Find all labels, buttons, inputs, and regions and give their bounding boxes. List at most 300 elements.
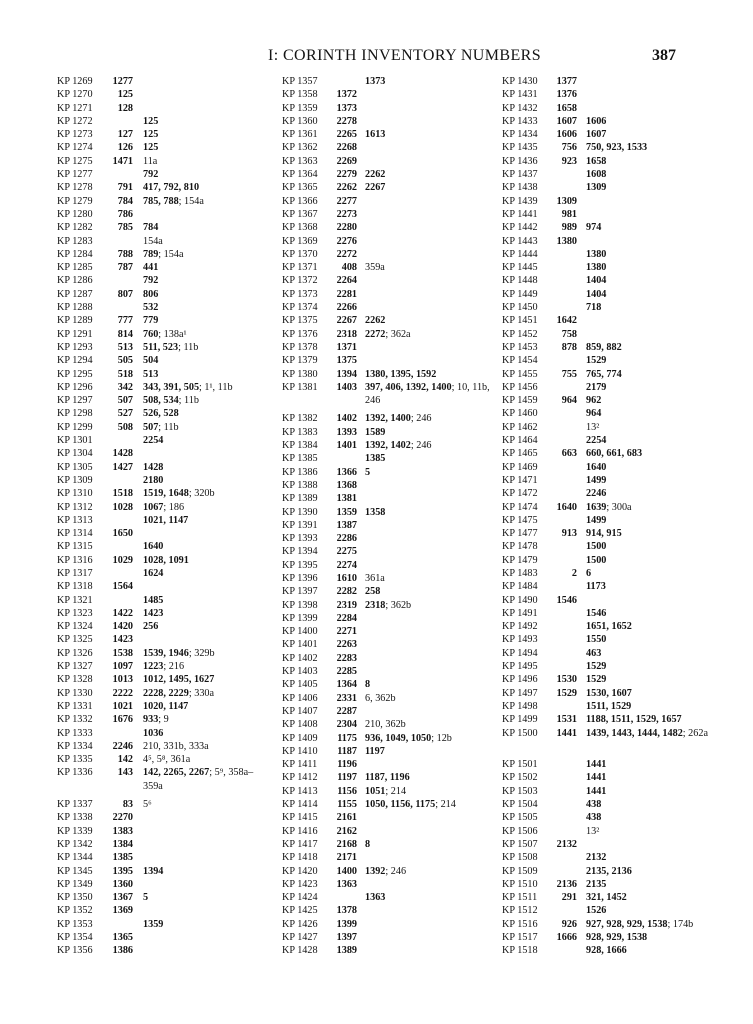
catalogue-number: 923 [561,155,577,167]
inventory-number: KP 1386 [282,466,318,478]
inventory-number: KP 1390 [282,506,318,518]
inventory-number: KP 1430 [502,76,538,87]
catalogue-number: 1196 [337,759,357,771]
index-entry [502,221,722,234]
cross-references: 507; 11b [143,421,179,433]
index-entry [282,891,497,904]
catalogue-number: 878 [561,341,577,353]
index-entry [502,904,722,917]
cross-references: 513 [143,368,159,380]
inventory-number: KP 1434 [502,129,538,141]
inventory-number: KP 1368 [282,222,318,234]
cross-references: 1392, 1400; 246 [365,413,432,425]
cross-references: 760; 138a¹ [143,328,187,340]
index-entry [502,501,722,514]
index-entry [57,328,267,341]
catalogue-number: 913 [561,528,577,540]
catalogue-number: 342 [117,381,133,393]
cross-references: 438 [586,799,602,811]
index-entry [57,727,267,740]
inventory-number: KP 1391 [282,519,318,531]
catalogue-number: 1013 [112,674,133,686]
index-entry [282,865,497,878]
index-entry [57,931,267,944]
cross-references: 1021, 1147 [143,514,189,526]
index-entry [502,798,722,811]
running-title: I: CORINTH INVENTORY NUMBERS [268,47,541,64]
inventory-number: KP 1358 [282,89,318,101]
catalogue-number: 2132 [556,838,577,850]
catalogue-number: 1402 [336,413,357,425]
inventory-number: KP 1367 [282,208,318,220]
cross-references: 750, 923, 1533 [586,142,648,154]
inventory-number: KP 1331 [57,700,93,712]
index-entry [282,341,497,354]
index-entry [57,394,267,407]
inventory-number: KP 1497 [502,687,538,699]
catalogue-number: 1376 [556,89,577,101]
catalogue-number: 1397 [336,932,357,943]
inventory-number: KP 1472 [502,488,538,500]
index-entry [282,261,497,274]
index-entry [502,487,722,500]
index-entry [502,115,722,128]
index-entry [502,88,722,101]
index-entry [57,554,267,567]
inventory-number: KP 1325 [57,634,93,646]
catalogue-number: 2277 [336,195,357,207]
inventory-number: KP 1423 [282,878,318,890]
inventory-number: KP 1372 [282,275,318,287]
inventory-number: KP 1415 [282,812,318,824]
cross-references: 210, 331b, 333a [143,740,209,752]
inventory-number: KP 1413 [282,785,318,797]
inventory-number: KP 1452 [502,328,538,340]
catalogue-number: 1029 [112,554,133,566]
index-entry [57,221,267,234]
inventory-number: KP 1313 [57,514,93,526]
index-entry [57,208,267,221]
index-entry [502,838,722,851]
cross-references: 1441 [586,759,607,771]
inventory-number: KP 1323 [57,607,93,619]
index-entry [502,141,722,154]
inventory-number: KP 1395 [282,559,318,571]
inventory-number: KP 1406 [282,692,318,704]
index-entry [282,141,497,154]
catalogue-number: 2162 [336,825,357,837]
cross-references: 1640 [143,541,164,553]
inventory-number: KP 1518 [502,945,538,957]
inventory-number: KP 1374 [282,302,318,314]
cross-references: 2272; 362a [365,328,411,340]
catalogue-number: 1367 [112,892,133,904]
inventory-number: KP 1334 [57,740,93,752]
index-entry [502,301,722,314]
index-entry [282,638,497,651]
cross-references: 1020, 1147 [143,700,189,712]
index-entry [57,811,267,824]
index-entry [502,461,722,474]
index-entry [282,102,497,115]
inventory-number: KP 1408 [282,719,318,731]
index-entry [282,155,497,168]
index-entry [502,825,722,838]
inventory-number: KP 1337 [57,799,93,811]
inventory-number: KP 1456 [502,381,538,393]
inventory-number: KP 1356 [57,945,93,957]
catalogue-number: 1156 [337,785,357,797]
inventory-number: KP 1407 [282,705,318,717]
inventory-number: KP 1299 [57,421,93,433]
catalogue-number: 1399 [336,918,357,930]
cross-references: 1529 [586,355,607,367]
index-entry [282,274,497,287]
inventory-number: KP 1294 [57,355,93,367]
index-entry [282,545,497,558]
inventory-number: KP 1509 [502,865,538,877]
index-entry [57,181,267,194]
index-entry [57,261,267,274]
catalogue-number: 1538 [112,647,133,659]
index-entry [502,195,722,208]
inventory-number: KP 1301 [57,435,93,447]
index-entry [57,527,267,540]
catalogue-number: 1393 [336,426,357,438]
cross-references: 125 [143,115,159,127]
index-entry [282,128,497,141]
index-entry [282,572,497,585]
cross-references: 343, 391, 505; 1¹, 11b [143,381,233,393]
catalogue-number: 1422 [112,607,133,619]
inventory-number: KP 1416 [282,825,318,837]
cross-references: 1624 [143,567,164,579]
inventory-number: KP 1327 [57,661,93,673]
cross-references: 438 [586,812,602,824]
index-entry [57,195,267,208]
inventory-number: KP 1342 [57,838,93,850]
inventory-number: KP 1511 [502,892,538,904]
index-entry [57,341,267,354]
inventory-number: KP 1403 [282,666,318,678]
inventory-number: KP 1414 [282,799,318,811]
cross-references: 532 [143,302,159,314]
inventory-number: KP 1357 [282,76,318,87]
cross-references: 463 [586,647,602,659]
catalogue-number: 1642 [556,315,577,327]
inventory-number: KP 1385 [282,453,318,465]
catalogue-number: 777 [117,315,133,327]
inventory-number: KP 1375 [282,315,318,327]
index-entry [282,825,497,838]
catalogue-number: 1427 [112,461,133,473]
index-entry [502,607,722,620]
index-entry [502,354,722,367]
index-entry [502,785,722,798]
catalogue-number: 2282 [336,586,357,598]
cross-references: 1380 [586,248,607,260]
cross-references: 936, 1049, 1050; 12b [365,732,452,744]
inventory-number: KP 1501 [502,759,538,771]
index-entry [57,944,267,957]
inventory-number: KP 1396 [282,572,318,584]
inventory-number: KP 1506 [502,825,538,837]
index-entry [502,647,722,660]
index-entry [57,381,267,394]
inventory-number: KP 1425 [282,905,318,917]
catalogue-number: 1371 [336,341,357,353]
index-entry [57,891,267,904]
inventory-number: KP 1400 [282,626,318,638]
inventory-number: KP 1444 [502,248,538,260]
cross-references: 1380, 1395, 1592 [365,368,437,380]
cross-references: 1529 [586,674,607,686]
index-entry [502,474,722,487]
index-entry [57,102,267,115]
index-entry [502,758,722,771]
catalogue-number: 1385 [112,852,133,864]
inventory-number: KP 1333 [57,727,93,739]
catalogue-number: 2265 [336,129,357,141]
catalogue-number: 2331 [336,692,357,704]
index-entry [282,208,497,221]
catalogue-number: 1546 [556,594,577,606]
inventory-number: KP 1469 [502,461,538,473]
index-entry [282,599,497,612]
index-entry [502,514,722,527]
catalogue-number: 791 [117,182,133,194]
catalogue-number: 2266 [336,302,357,314]
catalogue-number: 2274 [336,559,357,571]
inventory-number: KP 1449 [502,288,538,300]
inventory-number: KP 1401 [282,639,318,651]
cross-references: 1640 [586,461,607,473]
index-entry [57,461,267,474]
index-entry [502,891,722,904]
index-entry [502,181,722,194]
index-entry [282,785,497,798]
inventory-number: KP 1460 [502,408,538,420]
cross-references: 914, 915 [586,528,622,540]
cross-references: 1188, 1511, 1529, 1657 [586,714,682,726]
catalogue-number: 1389 [336,945,357,957]
catalogue-number: 1364 [336,679,357,691]
index-entry [282,625,497,638]
index-entry [502,381,722,394]
catalogue-number: 1606 [556,129,577,141]
index-entry [502,368,722,381]
cross-references: 1550 [586,634,607,646]
inventory-number: KP 1330 [57,687,93,699]
cross-references: 1404 [586,275,607,287]
inventory-number: KP 1450 [502,302,538,314]
index-entry [57,607,267,620]
inventory-number: KP 1312 [57,501,93,513]
index-entry [282,301,497,314]
catalogue-number: 2318 [336,328,357,340]
cross-references: 504 [143,355,159,367]
index-entry [282,678,497,691]
inventory-number: KP 1478 [502,541,538,553]
inventory-number: KP 1483 [502,567,538,579]
index-entry [57,354,267,367]
cross-references: 5⁶ [143,799,152,811]
cross-references: 660, 661, 683 [586,448,643,460]
index-entry [282,492,497,505]
index-entry [502,660,722,673]
index-entry [502,594,722,607]
cross-references: 359a [365,262,385,274]
cross-references: 1526 [586,905,607,917]
inventory-number: KP 1477 [502,528,538,540]
catalogue-number: 1394 [336,368,357,380]
cross-references: 785, 788; 154a [143,195,204,207]
index-entry [502,168,722,181]
inventory-number: KP 1371 [282,262,318,274]
catalogue-number: 2272 [336,248,357,260]
page-number: 387 [652,47,676,64]
index-entry [502,944,722,957]
catalogue-number: 1658 [556,102,577,114]
catalogue-number: 2264 [336,275,357,287]
cross-references: 779 [143,315,159,327]
cross-references: 1187, 1196 [365,772,410,784]
inventory-number: KP 1275 [57,155,93,167]
inventory-number: KP 1384 [282,440,318,452]
catalogue-number: 2304 [336,719,357,731]
cross-references: 1441 [586,772,607,784]
inventory-number: KP 1365 [282,182,318,194]
inventory-number: KP 1418 [282,852,318,864]
inventory-number: KP 1279 [57,195,93,207]
inventory-number: KP 1409 [282,732,318,744]
cross-references: 1651, 1652 [586,621,632,633]
catalogue-number: 1197 [337,772,357,784]
index-entry [57,673,267,686]
cross-references: 2262 [365,169,386,181]
inventory-number: KP 1360 [282,115,318,127]
index-entry [57,865,267,878]
cross-references: 1530, 1607 [586,687,632,699]
cross-references: 928, 1666 [586,945,627,957]
index-entry [282,439,497,452]
inventory-number: KP 1492 [502,621,538,633]
inventory-number: KP 1382 [282,413,318,425]
catalogue-number: 1640 [556,501,577,513]
index-entry [282,195,497,208]
index-entry [57,368,267,381]
catalogue-number: 981 [561,208,577,220]
inventory-number: KP 1316 [57,554,93,566]
index-entry [57,168,267,181]
cross-references: 2179 [586,381,607,393]
cross-references: 974 [586,222,602,234]
inventory-number: KP 1378 [282,341,318,353]
index-entry [57,567,267,580]
index-entry [57,740,267,753]
catalogue-number: 2168 [336,838,357,850]
cross-references: 1373 [365,76,386,87]
cross-references: 1613 [365,129,386,141]
cross-references: 1050, 1156, 1175; 214 [365,799,456,811]
catalogue-number: 513 [117,341,133,353]
index-entry [57,487,267,500]
catalogue-number: 1650 [112,528,133,540]
index-entry [502,554,722,567]
index-entry [502,567,722,580]
index-entry [502,288,722,301]
catalogue-number: 507 [117,395,133,407]
inventory-number: KP 1490 [502,594,538,606]
inventory-number: KP 1436 [502,155,538,167]
index-entry [502,261,722,274]
cross-references: 1500 [586,554,607,566]
index-entry [57,248,267,261]
index-entry [502,102,722,115]
catalogue-number: 2262 [336,182,357,194]
catalogue-number: 663 [561,448,577,460]
catalogue-number: 926 [561,918,577,930]
inventory-number: KP 1284 [57,248,93,260]
index-entry [282,904,497,917]
catalogue-number: 408 [341,262,357,274]
index-entry [282,168,497,181]
index-entry [282,506,497,519]
inventory-number: KP 1471 [502,474,538,486]
index-entry [282,798,497,811]
inventory-number: KP 1402 [282,652,318,664]
index-entry [57,314,267,327]
index-entry [57,155,267,168]
inventory-number: KP 1428 [282,945,318,957]
catalogue-number: 2279 [336,169,357,181]
index-column-1 [57,75,267,958]
index-entry [57,798,267,811]
index-entry [57,141,267,154]
inventory-number: KP 1397 [282,586,318,598]
inventory-number: KP 1272 [57,115,93,127]
inventory-number: KP 1431 [502,89,538,101]
inventory-number: KP 1289 [57,315,93,327]
inventory-number: KP 1394 [282,546,318,558]
catalogue-number: 2271 [336,626,357,638]
catalogue-number: 505 [117,355,133,367]
catalogue-number: 1360 [112,878,133,890]
index-entry [282,758,497,771]
inventory-number: KP 1448 [502,275,538,287]
index-entry [282,466,497,479]
inventory-number: KP 1381 [282,381,318,393]
index-entry [502,341,722,354]
catalogue-number: 1383 [112,825,133,837]
index-entry [57,620,267,633]
inventory-number: KP 1362 [282,142,318,154]
index-entry [57,878,267,891]
inventory-number: KP 1438 [502,182,538,194]
cross-references: 1519, 1648; 320b [143,488,215,500]
catalogue-number: 1420 [112,621,133,633]
inventory-number: KP 1269 [57,76,93,87]
catalogue-number: 2284 [336,612,357,624]
inventory-number: KP 1285 [57,262,93,274]
index-entry [57,753,267,766]
index-entry [502,811,722,824]
index-entry [282,811,497,824]
cross-references: 125 [143,129,159,141]
cross-references: 1358 [365,506,386,518]
cross-references: 417, 792, 810 [143,182,200,194]
cross-references: 5 [365,466,371,478]
